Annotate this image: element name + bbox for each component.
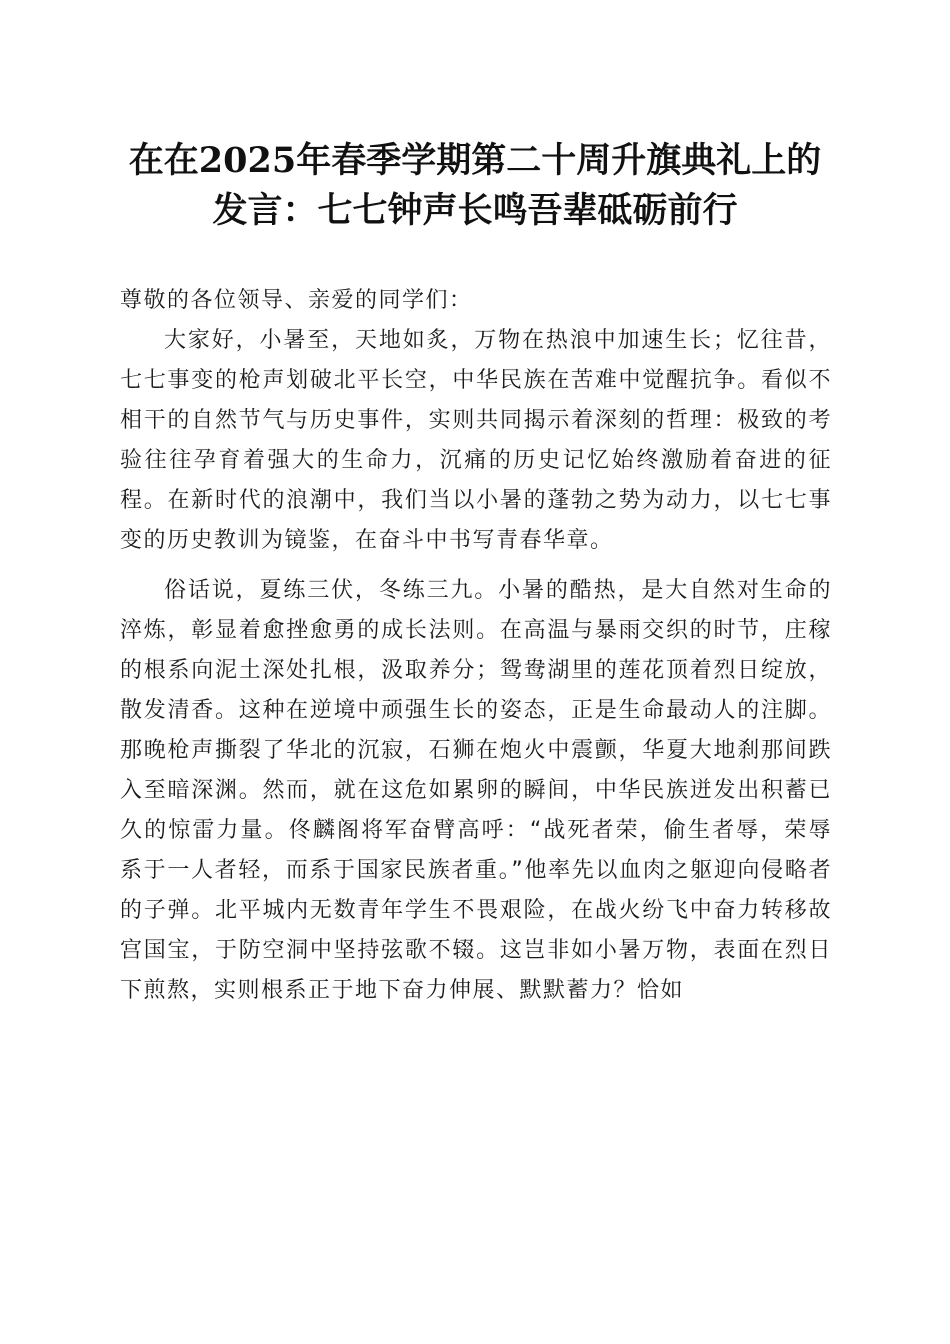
paragraph-1: 大家好，小暑至，天地如炙，万物在热浪中加速生长；忆往昔，七七事变的枪声划破北平长空，中华民族在苦难中觉醒抗争。看似不相干的自然节气与历史事件，实则共同揭示着深刻的哲理：极致的考验往往孕育着强大的生命力，沉痛的历史记忆始终激励着奋进的征程。在新时代的浪潮中，我们当以小暑的蓬勃之势为动力，以七七事变的历史教训为镜鉴，在奋斗中书写青春华章。 xyxy=(120,328,832,553)
title-line-1: 在在2025年春季学期第二十周升旗典礼上的 xyxy=(128,140,822,181)
salutation: 尊敬的各位领导、亲爱的同学们： xyxy=(120,288,473,313)
paragraph-2: 俗话说，夏练三伏，冬练三九。小暑的酷热，是大自然对生命的淬炼，彰显着愈挫愈勇的成长法则。在高温与暴雨交织的时节，庄稼的根系向泥土深处扎根，汲取养分；鸳鸯湖里的莲花顶着烈日绽放，散发清香。这种在逆境中顽强生长的姿态，正是生命最动人的注脚。那晚枪声撕裂了华北的沉寂，石狮在炮火中震颤，华夏大地刹那间跌入至暗深渊。然而，就在这危如累卵的瞬间，中华民族迸发出积蓄已久的惊雷力量。佟麟阁将军奋臂高呼：“战死者荣，偷生者辱，荣辱系于一人者轻，而系于国家民族者重。”他率先以血肉之躯迎向侵略者的子弹。北平城内无数青年学生不畏艰险，在战火纷飞中奋力转移故宫国宝，于防空洞中坚持弦歌不辍。这岂非如小暑万物，表面在烈日下煎熬，实则根系正于地下奋力伸展、默默蓄力？恰如 xyxy=(120,578,832,1003)
title-line-2: 发言：七七钟声长鸣吾辈砥砺前行 xyxy=(212,190,738,231)
document-title xyxy=(120,136,830,236)
document-body xyxy=(120,281,832,1011)
